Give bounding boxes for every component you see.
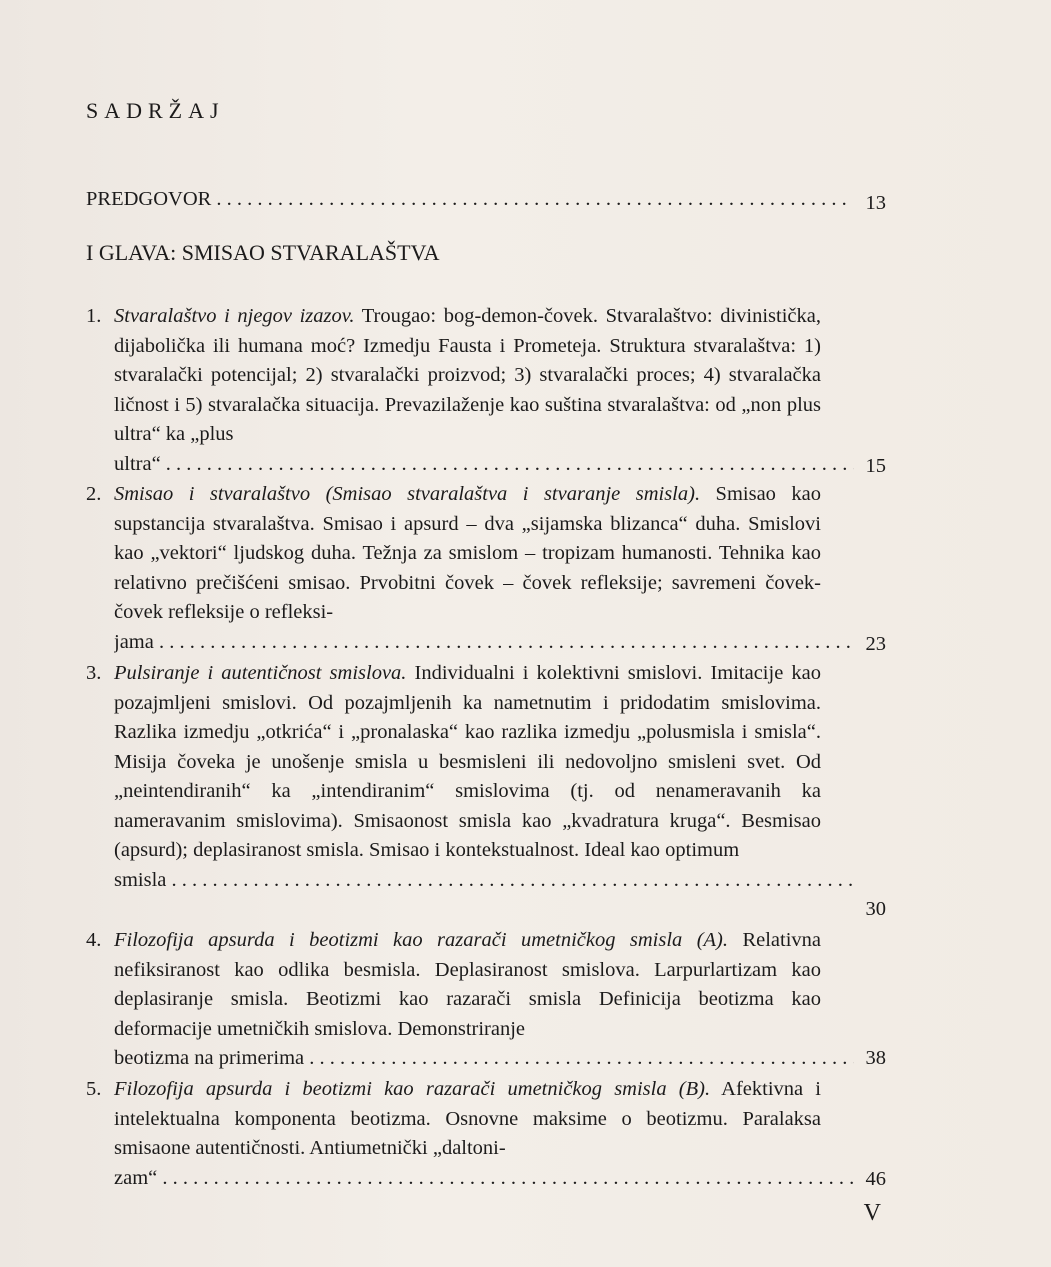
section-title: I GLAVA: SMISAO STVARALAŠTVA xyxy=(86,240,440,265)
toc-entry[interactable] xyxy=(86,480,886,657)
entry-title: Stvaralaštvo i njegov izazov. xyxy=(114,305,355,327)
entry-page: 38 xyxy=(865,1047,886,1069)
entry-last-line: zam“ xyxy=(114,1166,158,1189)
entry-leader xyxy=(114,866,854,896)
entry-page: 46 xyxy=(865,1168,886,1190)
entry-text: Relativna nefiksiranost kao odlika besmisla. Deplasiranost smislova. Larpurlartizam kao deplasiranje smisla. Beotizmi kao razarači smisla Definicija beotizma kao deformacije umetničkih smislova. Demonstriranje xyxy=(114,929,821,1040)
entry-last-line: smisla xyxy=(114,868,167,891)
entry-leader xyxy=(114,450,854,480)
toc-entry-predgovor[interactable] xyxy=(86,185,886,215)
page-number-roman: V xyxy=(863,1200,881,1226)
entry-last-line: beotizma na primerima xyxy=(114,1047,305,1069)
toc-entry[interactable] xyxy=(86,659,886,920)
entry-page: 30 xyxy=(865,898,886,920)
entry-leader xyxy=(114,1164,854,1194)
entry-text: Smisao kao supstancija stvaralaštva. Smisao i apsurd – dva „sijamska blizanca“ duha. Smislovi kao „vektori“ ljudskog duha. Težnja za smislom – tropizam humanosti. Tehnika kao relativno prečišćeni smisao. Prvobitni čovek – čovek refleksije; savremeni čovek-čovek refleksije o refleksi- xyxy=(114,483,821,623)
predgovor-leader xyxy=(86,185,846,215)
entry-leader xyxy=(114,1044,854,1074)
entry-page: 23 xyxy=(865,633,886,655)
entry-leader xyxy=(114,628,854,658)
toc-entry[interactable] xyxy=(86,926,886,1074)
entry-text: Individualni i kolektivni smislovi. Imitacije kao pozajmljeni smislovi. Od pozajmljenih ka nametnutim i pridodatim smislovima. Razlika izmedju „otkrića“ i „pronalaska“ kao razlika izmedju „polusmisla i smisla“. Misija čoveka je unošenje smisla u besmisleni ili nedovoljno smisleni svet. Od „neintendiranih“ ka „intendiranim“ smislovima (tj. od nenameravanih ka nameravanim smislovima). Smisaonost smisla kao „kvadratura kruga“. Besmisao (apsurd); deplasiranost smisla. Smisao i kontekstualnost. Ideal kao optimum xyxy=(114,662,821,861)
entry-last-line: ultra“ xyxy=(114,452,161,475)
entry-page: 15 xyxy=(865,455,886,477)
entry-title: Smisao i stvaralaštvo (Smisao stvaralaštva i stvaranje smisla). xyxy=(114,483,701,505)
entry-title: Filozofija apsurda i beotizmi kao razarači umetničkog smisla (A). xyxy=(114,929,729,951)
predgovor-label: PREDGOVOR xyxy=(86,188,212,210)
entry-number: 4. xyxy=(86,929,102,951)
entry-last-line: jama xyxy=(114,630,154,653)
toc-heading: SADRŽAJ xyxy=(86,98,225,123)
entry-title: Filozofija apsurda i beotizmi kao razarači umetničkog smisla (B). xyxy=(114,1078,711,1100)
entry-number: 2. xyxy=(86,483,102,505)
toc-entry[interactable] xyxy=(86,302,886,479)
entry-text: Afektivna i intelektualna komponenta beotizma. Osnovne maksime o beotizmu. Paralaksa smisaone autentičnosti. Antiumetnički „daltoni- xyxy=(114,1078,821,1159)
entry-text: Trougao: bog-demon-čovek. Stvaralaštvo: divinistička, dijabolička ili humana moć? Izmedju Fausta i Prometeja. Struktura stvaralaštva: 1) stvaralački potencijal; 2) stvaralački proizvod; 3) stvaralački proces; 4) stvaralačka ličnost i 5) stvaralačka situacija. Prevazilaženje kao suština stvaralaštva: od „non plus ultra“ ka „plus xyxy=(114,305,822,445)
predgovor-page: 13 xyxy=(865,192,886,214)
toc-entry[interactable] xyxy=(86,1075,886,1193)
entry-title: Pulsiranje i autentičnost smislova. xyxy=(114,662,407,684)
entry-number: 1. xyxy=(86,305,102,327)
entry-number: 3. xyxy=(86,662,102,684)
entry-number: 5. xyxy=(86,1078,102,1100)
